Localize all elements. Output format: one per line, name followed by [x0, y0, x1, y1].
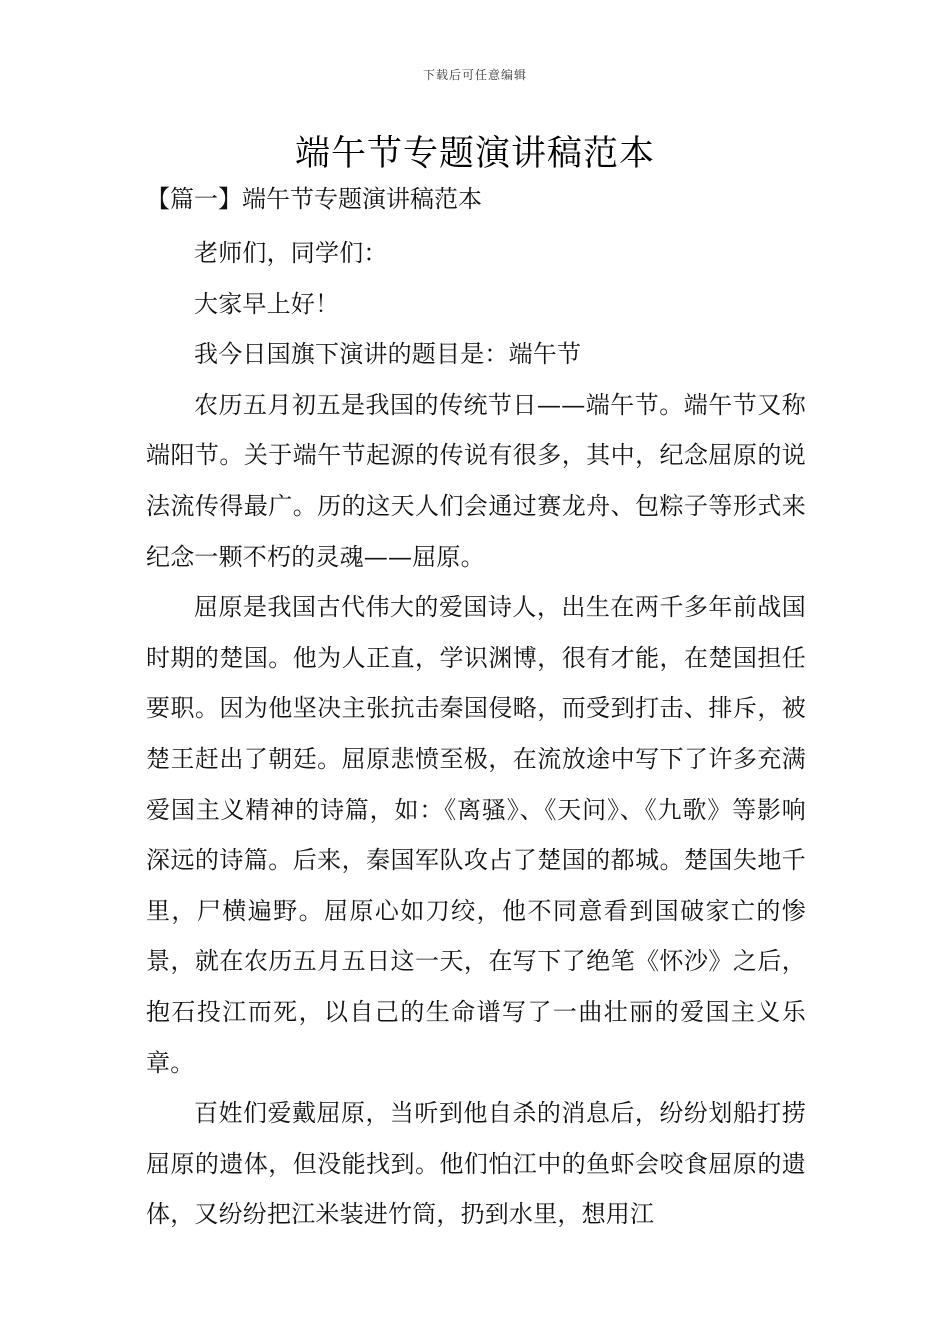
paragraph-salutation: 大家早上好！ [194, 289, 340, 318]
paragraph-greeting: 老师们，同学们： [194, 239, 388, 267]
section-heading: 【篇一】端午节专题演讲稿范本 [146, 185, 482, 213]
header-note: 下载后可任意编辑 [422, 68, 527, 82]
paragraph-qu-yuan: 屈原是我国古代伟大的爱国诗人，出生在两千多年前战国时期的楚国。他为人正直，学识渊博，很有才能，在楚国担任要职。因为他坚决主张抗击秦国侵略，而受到打击、排斥，被楚王赶出了朝廷。屈原悲愤至极，在流放途中写下了许多充满爱国主义精神的诗篇，如：《离骚》、《天问》、《九歌》等影响深远的诗篇。后来，秦国军队攻占了楚国的都城。楚国失地千里，尸横遍野。屈原心如刀绞，他不同意看到国破家亡的惨景，就在农历五月五日这一天，在写下了绝笔《怀沙》之后，抱石投江而死，以自己的生命谱写了一曲壮丽的爱国主义乐章。 [146, 593, 806, 1077]
paragraph-origin: 农历五月初五是我国的传统节日——端午节。端午节又称端阳节。关于端午节起源的传说有很多，其中，纪念屈原的说法流传得最广。历的这天人们会通过赛龙舟、包粽子等形式来纪念一颗不朽的灵魂——屈原。 [146, 390, 806, 571]
body-text [146, 228, 806, 1240]
document-title: 端午节专题演讲稿范本 [294, 134, 655, 174]
paragraph-people: 百姓们爱戴屈原，当听到他自杀的消息后，纷纷划船打捞屈原的遗体，但没能找到。他们怕江中的鱼虾会咬食屈原的遗体，又纷纷把江米装进竹筒，扔到水里，想用江 [146, 1099, 806, 1229]
paragraph-topic: 我今日国旗下演讲的题目是：端午节 [194, 340, 582, 369]
